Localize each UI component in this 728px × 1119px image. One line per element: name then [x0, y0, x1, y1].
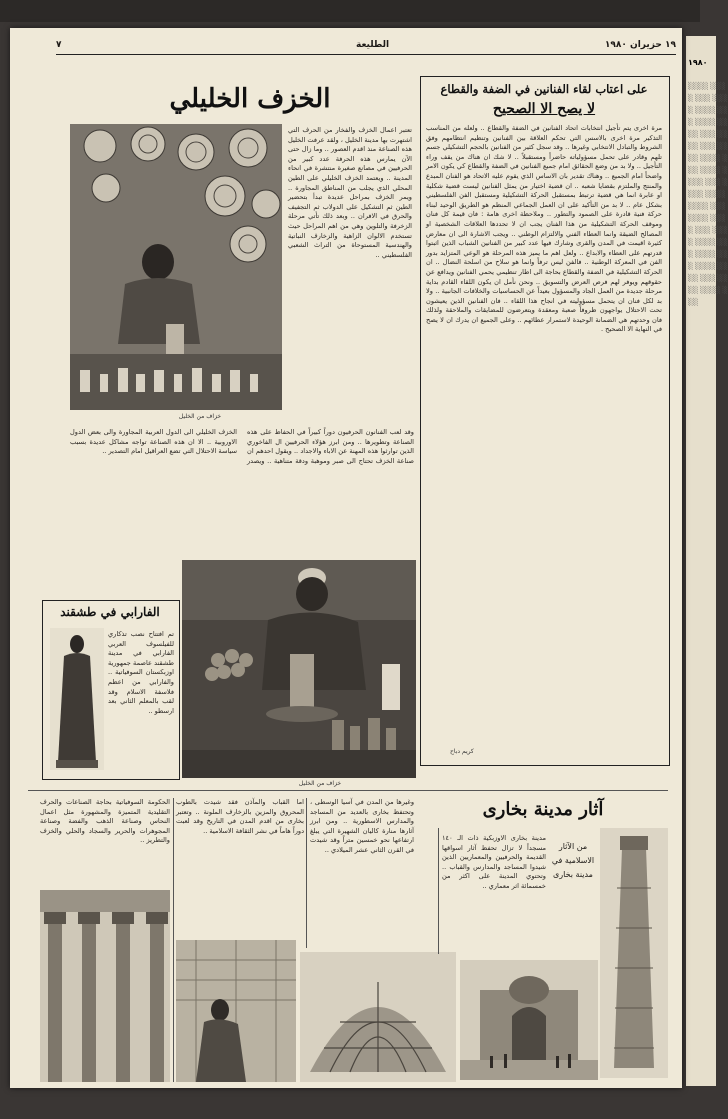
dome-interior-image — [300, 952, 456, 1082]
dome-interior-photo — [300, 952, 456, 1082]
artists-article-body: مرة اخرى يتم تأجيل انتخابات اتحاد الفنانين في الضفة والقطاع .. ولعله من المناسب التذكير مرة اخرى بالاسس التي تحكم العلاقة بين الفنانين وتنظيم انتظامهم وفق الشروط والتبادل الانتخابي وغيرها .. وقد سجل كثير من الفنانين بالحجم التشكيلي جسم تلهم وقادر على تحمل مسؤولياته حاضراً ومستقبلاً .. لا شك ان هناك من يقف وراء التأجيل .. ولا بد من وضع الحقائق امام جميع الفنانين في الضفة والقطاع كي يكون الامر واضحاً امام الجميع .. وهناك تقدير بان الاساس الذي يقوم عليه الاتحاد هو الفنان المبدع والمنتج والملتزم بقضايا شعبه .. ان قضية اختيار من يمثل الفنانين ليست قضية شكلية او عابرة انما هي قضية ترتبط بمستقبل الحركة التشكيلية ومستقبل الفن الفلسطيني بشكل عام .. لا بد من التأكيد على ان العمل الجماعي المنظم هو الطريق الوحيد لبناء حركة فنية قادرة على الصمود والتطور .. وملاحظة اخرى هامة : فان قيمة كل فنان وموقف الحركة التشكيلية من هذا الفنان يجب ان لا تحددها العلاقات الشخصية او المصالح الضيقة وانما العطاء الفني والالتزام الوطني .. ويجب الاشارة الى ان معارض كثيرة اقيمت في المدن والقرى وشارك فيها عدد كبير من الفنانين الشباب الذين اثبتوا قدرتهم على العطاء والابداع .. ولعل اهم ما يميز هذه المرحلة هو الوعي المتزايد بدور الفن في المعركة الوطنية .. فالفن ليس ترفاً وانما هو سلاح من اسلحة النضال .. ان الحركة التشكيلية في الضفة والقطاع بحاجة الى اطار تنظيمي يحمي الفنانين ويدافع عن حقوقهم ويوفر لهم فرص العرض والتسويق .. ونحن نأمل ان يكون اللقاء القادم بداية مرحلة جديدة من العمل الجاد والمسؤول بعيداً عن الحساسيات والخلافات الجانبية .. ولا بد لكل فنان ان يتحمل مسؤوليته في انجاح هذا اللقاء .. فان الفنانين الذين يعيشون تحت الاحتلال يواجهون ظروفاً صعبة ومعقدة ويتعرضون للمضايقات والملاحقة ولذلك فان وحدتهم هي الضمانة الوحيدة لاستمرار عطائهم .. وعلى الجميع ان يدرك ان لا يصح في النهاية الا الصحيح . — [426, 124, 662, 334]
khazaf-article-col1: تعتبر اعمال الخزف والفخار من الحرف التي اشتهرت بها مدينة الخليل ، ولقد عرفت الخليل هذه الصناعة منذ اقدم العصور .. وما زال حتى الآن يمارس هذه الحرفة عدد كبير من الحرفيين في مصانع صغيرة منتشرة في انحاء المدينة .. ويعتمد الخزف الخليلي على الطين المحلي الذي يجلب من المناطق المجاورة .. ويمر الخزف بمراحل عديدة تبدأ بتحضير الطين ثم التشكيل على الدولاب ثم التجفيف والحرق في الافران .. وبعد ذلك تأتي مرحلة الزخرفة والتلوين وهي من اهم المراحل حيث تستخدم الالوان الزاهية والزخارف النباتية والهندسية المستوحاة من التراث الشعبي الفلسطيني .. — [288, 126, 412, 259]
artists-article-subtitle: لا يصح الا الصحيح — [492, 101, 596, 117]
potter-photo-top — [70, 124, 282, 410]
bukhara-article-col3: اما القباب والمآذن فقد شيدت بالطوب المحروق والمزين بالزخارف الملونة .. وتعتبر بخارى من اقدم المدن في التاريخ وقد لعبت دوراً هاماً في نشر الثقافة الاسلامية .. — [176, 798, 304, 835]
scanner-edge-top — [0, 0, 700, 22]
fariabi-statue-photo — [50, 628, 104, 770]
khazaf-article-title: الخزف الخليلي — [169, 84, 331, 114]
bukhara-article-title: آثار مدينة بخارى — [482, 799, 604, 820]
potter-photo-bottom-image — [182, 560, 416, 778]
column-divider-3 — [438, 828, 439, 954]
artists-article-title: على اعتاب لقاء الفنانين في الضفة والقطاع — [440, 82, 648, 96]
issue-date: ١٩ حزيران ١٩٨٠ — [604, 40, 676, 50]
fariabi-article-body: تم افتتاح نصب تذكاري للفيلسوف العربي الفارابي في مدينة طشقند عاصمة جمهورية اوزبكستان السوفياتية .. والفارابي من اعظم فلاسفة الاسلام وقد لقب بالمعلم الثاني بعد ارسطو .. — [108, 630, 174, 715]
columns-image — [40, 890, 170, 1082]
column-divider-1 — [173, 798, 174, 1082]
page-header — [56, 40, 676, 55]
adjacent-page-text: ░░░░ ░░░░ ░░░ ░░░░ ░░░░ ░░░ ░░░░ ░░░░ ░░░ ░░░░ ░░░ ░░░░ ░░░░ ░░░ ░░░░ ░░░░ ░░░ ░░░░ ░░░░ ░░░░ ░░░ ░░░░ ░░░░ ░░░ ░░░░ ░░░░ ░░░ ░░░░ ░░░ ░░░░ ░░░░ ░░░ ░░░░ ░░░░ ░░░ — [688, 82, 728, 306]
potter-photo-bottom-caption: خزاف من الخليل — [298, 780, 342, 787]
bukhara-section-divider — [28, 790, 668, 791]
potter-photo-top-image — [70, 124, 282, 410]
adjacent-page-date: ١٩٨٠ — [688, 58, 708, 67]
minaret-image — [600, 828, 668, 1078]
columns-photo — [40, 890, 170, 1082]
minaret-photo — [600, 828, 668, 1078]
artists-article-credit: كريم دباح — [450, 748, 474, 755]
fariabi-statue-image — [50, 628, 104, 770]
page-number: ٧ — [56, 40, 62, 50]
column-divider-2 — [306, 798, 307, 948]
bukhara-side-label: من الآثار الاسلامية في مدينة بخارى — [551, 842, 595, 879]
mosque-photo — [460, 960, 598, 1080]
potter-photo-top-caption: خزاف من الخليل — [178, 413, 222, 420]
woman-image — [176, 940, 296, 1082]
bukhara-article-col2: وغيرها من المدن في آسيا الوسطى ، وتحتفظ بخارى بالعديد من المساجد والمدارس الاسطورية .. ومن ابرز آثارها منارة كاليان الشهيرة التي يبلغ ارتفاعها نحو خمسين متراً وقد شيدت في القرن الثاني عشر الميلادي .. — [310, 798, 414, 854]
adjacent-page — [686, 36, 728, 1086]
mosque-image — [460, 960, 598, 1080]
woman-photo — [176, 940, 296, 1082]
potter-photo-bottom — [182, 560, 416, 778]
khazaf-article-col2: وقد لعب الفنانون الحرفيون دوراً كبيراً في الحفاظ على هذه الصناعة وتطويرها .. ومن ابرز هؤلاء الحرفيين ال الفاخوري الذين توارثوا هذه المهنة عن الاباء والاجداد .. ويقول احدهم ان صناعة الخزف تحتاج الى صبر وموهبة ودقة متناهية .. ويصدر الخزف الخليلي الى الدول العربية المجاورة والى بعض الدول الاوروبية .. الا ان هذه الصناعة تواجه مشاكل عديدة بسبب سياسة الاحتلال التي تضع العراقيل امام التصدير .. — [70, 428, 414, 465]
fariabi-article-title: الفارابي في طشقند — [60, 605, 160, 619]
newspaper-page — [10, 28, 682, 1088]
bukhara-article-col1: مدينة بخارى الاوزبكية ذات الـ ١٤٠ مسجداً لا تزال تحفظ آثار اسواقها القديمة والحرفيين والمعماريين الذين شيدوا المساجد والمدارس والقباب .. وتحتوي المدينة على اكثر من خمسمائة اثر معماري .. — [442, 834, 546, 890]
section-name: الطليعة — [356, 40, 390, 50]
bukhara-article-col4: الحكومة السوفياتية بحاجة الصناعات والحرف التقليدية المتميزة والمشهورة مثل اعمال النحاس وصناعة الذهب والفضة وصناعة المجوهرات والحرير والسجاد والحلي والخزف والتطريز .. — [40, 798, 170, 845]
